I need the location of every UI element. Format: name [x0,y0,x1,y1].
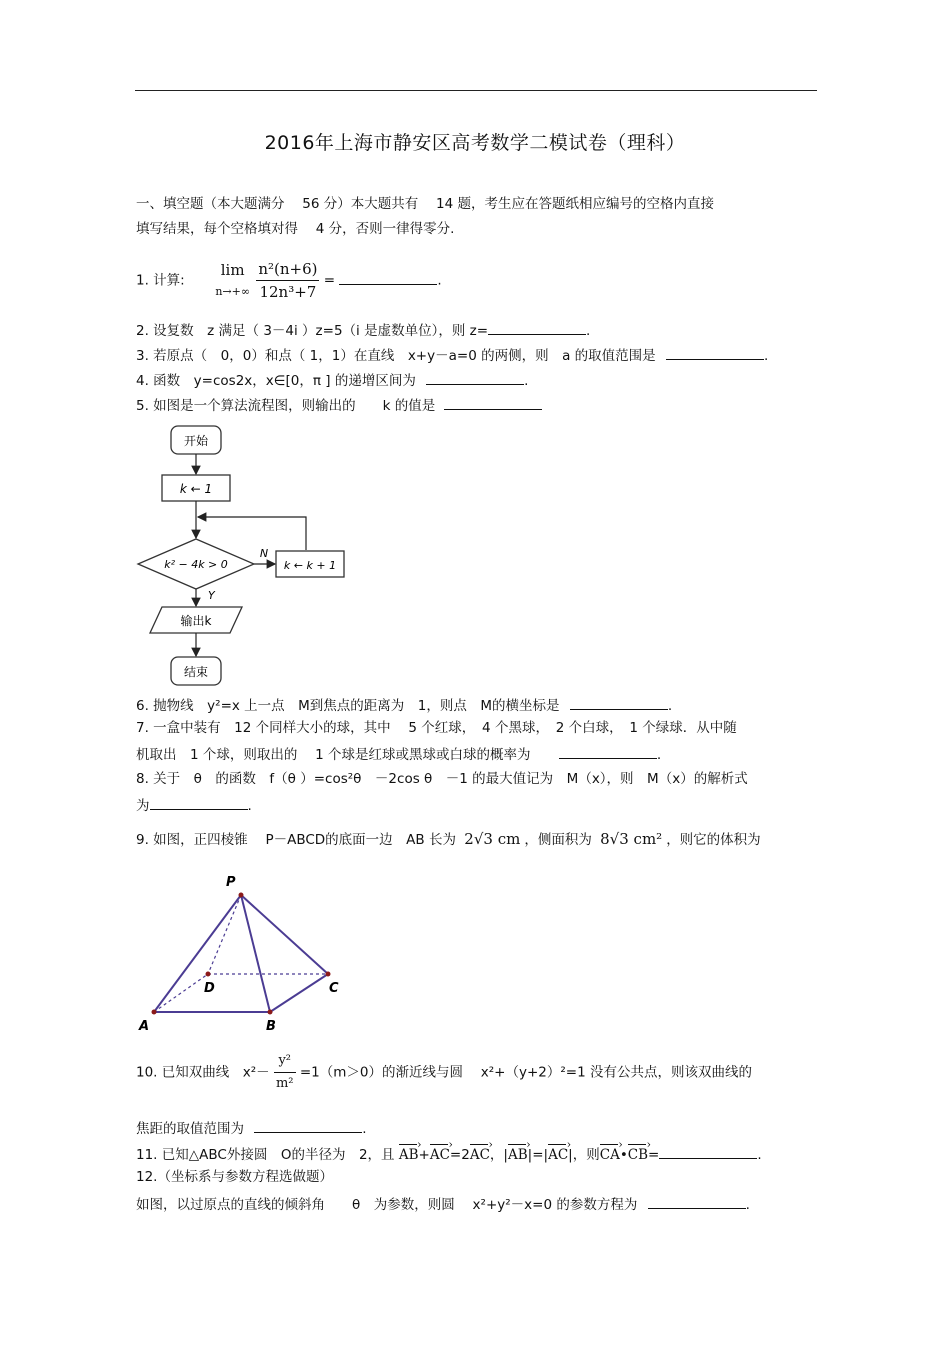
flow-update-label: k ← k + 1 [283,559,337,572]
q10-post: =1（m＞0）的渐近线与圆 x²+（y+2）²=1 没有公共点，则该双曲线的 [299,1064,752,1081]
question-4 [136,370,528,390]
q11-sep: ，| [489,1147,508,1163]
flow-no-label: N [259,547,269,560]
pyramid-figure [136,870,356,1040]
q11-then: |，则 [568,1147,600,1163]
question-10 [136,1050,752,1095]
flow-end-label: 结束 [183,665,209,679]
q4-text: 4. 函数 y=cos2x，x∈[0，π ] 的递增区间为 [136,373,416,389]
q11-pre: 11. 已知△ABC外接圆 O的半径为 2，且 [136,1147,395,1163]
q8-text: 为 [136,798,150,814]
question-6 [136,695,672,715]
flow-condition-label: k² − 4k > 0 [164,558,228,571]
vertex-d [206,972,211,977]
q6-text: 6. 抛物线 y²=x 上一点 M到焦点的距离为 1，则点 M的横坐标是 [136,698,560,714]
label-a: A [139,1019,150,1034]
q9-side-length: 2√3 cm [464,830,521,848]
q11-vec-cb: CB › [628,1146,648,1164]
question-5 [136,395,542,415]
q11-vec-ac-3: AC › [548,1146,568,1164]
edge-pb [241,895,270,1012]
question-11 [136,1144,762,1164]
q10-denominator: m² [275,1076,294,1091]
q12-answer-blank[interactable] [648,1194,746,1209]
q1-answer-blank[interactable] [339,270,437,285]
section-instructions-line1: 一、填空题（本大题满分 56 分）本大题共有 14 题，考生应在答题纸相应编号的空格内直接 [136,196,715,212]
label-b: B [266,1019,276,1034]
top-rule [135,90,817,91]
exam-title: 2016年上海市静安区高考数学二模试卷（理科） [264,132,686,154]
q11-answer-blank[interactable] [659,1144,757,1159]
flow-output-label: 输出k [180,614,212,628]
q8-end: . [247,798,252,814]
q10-numerator: y² [274,1050,296,1073]
vertex-b [268,1010,273,1015]
label-c: C [329,981,339,996]
q1-lim-sub: n→+∞ [215,284,251,298]
q11-vec-ab: AB › [399,1146,419,1164]
q11-mid: |=| [527,1147,549,1163]
q7-end: . [656,747,662,763]
question-2 [136,320,590,340]
flow-start-label: 开始 [183,434,209,448]
q9-post: ，则它的体积为 [666,832,761,848]
q1-label: 1. 计算: [136,272,185,289]
algorithm-flowchart [136,420,356,690]
q11-vec-ac: AC › [430,1146,450,1164]
edge-pc [241,895,328,974]
question-7-line1: 7. 一盒中装有 12 个同样大小的球，其中 5 个红球， 4 个黑球， 2 个白球， 1 个绿球．从中随 [136,720,737,736]
q1-numerator: n²(n+6) [256,258,319,281]
vertex-a [152,1010,157,1015]
question-12-line1: 12.（坐标系与参数方程选做题） [136,1169,333,1185]
question-7-line2 [136,744,661,764]
flow-init-label: k ← 1 [179,482,213,496]
question-3 [136,345,768,365]
q5-text: 5. 如图是一个算法流程图，则输出的 k 的值是 [136,398,436,414]
q8-answer-blank[interactable] [150,795,248,810]
q4-answer-blank[interactable] [426,370,524,385]
edge-pd [208,895,241,974]
label-p: P [226,875,236,890]
question-1 [136,258,442,303]
flow-loop-arrow [198,517,306,550]
question-8-line1: 8. 关于 θ 的函数 f（θ ）=cos²θ －2cos θ －1 的最大值记为 M（x），则 M（x）的解析式 [136,771,748,787]
q10-end: . [362,1121,367,1137]
q6-end: . [667,698,673,714]
question-12-line2 [136,1194,750,1214]
q11-dot: • [619,1147,628,1163]
q11-plus: + [418,1147,430,1163]
edge-bc [270,974,328,1012]
q11-vec-ab-2: AB › [508,1146,528,1164]
q12-end: . [745,1197,750,1213]
question-9 [136,830,761,849]
q1-end: . [437,272,442,289]
q4-end: . [524,373,529,389]
q10-answer-blank[interactable] [254,1118,362,1133]
q9-lateral-area: 8√3 cm² [600,830,663,848]
label-d: D [204,981,215,996]
q11-equals: = [648,1147,660,1163]
section-instructions-line2: 填写结果，每个空格填对得 4 分，否则一律得零分. [136,221,455,237]
edge-pa [154,895,241,1012]
vertex-c [326,972,331,977]
vertex-p [239,893,244,898]
q1-fraction [256,258,319,303]
edge-ad [154,974,208,1012]
q10-text2: 焦距的取值范围为 [136,1121,244,1137]
q9-mid: ，侧面积为 [524,832,592,848]
q3-answer-blank[interactable] [666,345,764,360]
q5-answer-blank[interactable] [444,395,542,410]
q7-text: 机取出 1 个球，则取出的 1 个球是红球或黑球或白球的概率为 [136,747,531,763]
q3-end: . [763,348,769,364]
q11-end: . [757,1147,762,1163]
flow-yes-label: Y [208,589,215,602]
q2-text: 2. 设复数 z 满足（ 3－4i ）z=5（i 是虚数单位），则 z= [136,323,489,339]
q11-vec-ac-2: AC › [470,1146,490,1164]
q6-answer-blank[interactable] [570,695,668,710]
q1-equals: = [323,272,336,289]
question-8-line2 [136,795,252,815]
question-10-line2 [136,1118,367,1138]
q3-text: 3. 若原点（ 0，0）和点（ 1，1）在直线 x+y－a=0 的两侧，则 a 的取值范围是 [136,348,656,364]
q7-answer-blank[interactable] [559,744,657,759]
q1-denominator: 12n³+7 [259,283,317,301]
q1-limit [215,259,250,303]
q2-answer-blank[interactable] [488,320,586,335]
q10-pre: 10. 已知双曲线 x²－ [136,1064,270,1081]
q12-text: 如图，以过原点的直线的倾斜角 θ 为参数，则圆 x²+y²－x=0 的参数方程为 [136,1197,638,1213]
q9-pre: 9. 如图，正四棱锥 P－ABCD的底面一边 AB 长为 [136,832,456,848]
q2-end: . [586,323,591,339]
q11-eq2: =2 [449,1147,470,1163]
q11-vec-ca: CA › [600,1146,620,1164]
q1-lim: lim [220,260,245,279]
q10-fraction [274,1050,296,1095]
